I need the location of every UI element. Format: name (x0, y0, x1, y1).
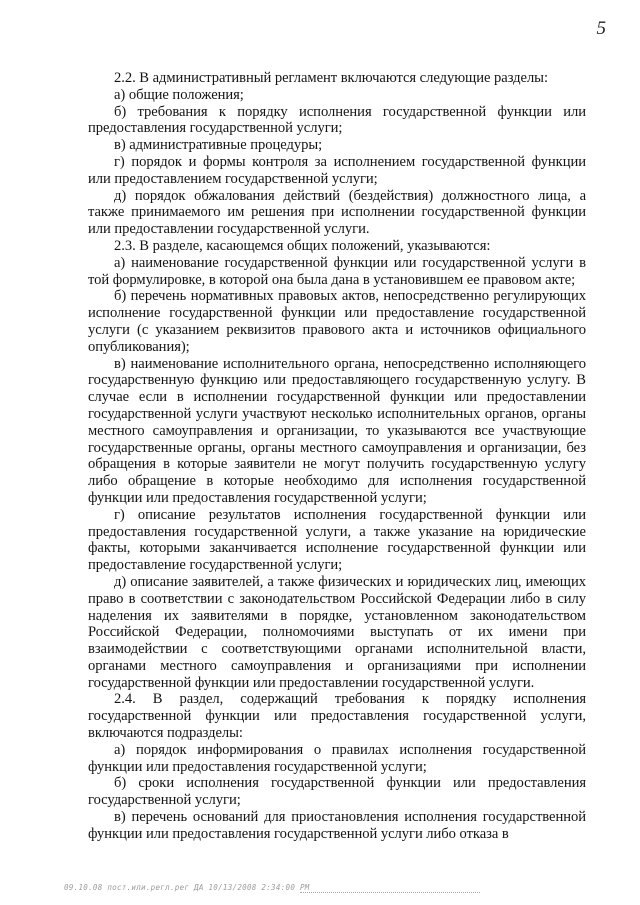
paragraph-2-3-g: г) описание результатов исполнения государственной функции или предоставления государственной услуги, а также указание на юридические факты, которыми заканчивается исполнение государственной функции или предоставление государственной услуги; (88, 506, 586, 574)
document-body (88, 70, 586, 843)
paragraph-2-2-v: в) административные процедуры; (114, 137, 323, 154)
paragraph-2-4-b: б) сроки исполнения государственной функции или предоставления государственной услуги; (88, 775, 586, 809)
paragraph-2-4: 2.4. В раздел, содержащий требования к порядку исполнения государственной функции или предоставления государственной услуги, включаются подразделы: (88, 691, 586, 742)
paragraph-2-2-g: г) порядок и формы контроля за исполнением государственной функции или предоставлением государственной услуги; (88, 153, 586, 187)
paragraph-2-2-b: б) требования к порядку исполнения государственной функции или предоставления государственной услуги; (88, 103, 586, 137)
paragraph-2-4-v: в) перечень оснований для приостановления исполнения государственной функции или предоставления государственной услуги либо отказа в (88, 809, 586, 842)
page-number: 5 (596, 18, 606, 39)
file-footer: 09.10.08 пост.или.регл.рег ДА 10/13/2008 2:34:00 PM (64, 883, 310, 892)
paragraph-2-3-a: а) наименование государственной функции или государственной услуги в той формулировке, в которой она была дана в установившем ее правовом акте; (88, 254, 586, 288)
paragraph-2-3-v: в) наименование исполнительного органа, непосредственно исполняющего государственную функцию или предоставляющего государственную услугу. В случае если в исполнении государственной функции или предоставлении государственной услуги участвуют несколько исполнительных органов, органы местного самоуправления и организации, то указываются все участвующие государственные органы, органы местного самоуправления и организации, без обращения в которые заявители не могут получить государственную услугу либо обращение в которые необходимо для исполнения государственной функции или предоставления государственной услуги; (88, 355, 586, 506)
paragraph-2-4-a: а) порядок информирования о правилах исполнения государственной функции или предоставления государственной услуги; (88, 741, 586, 775)
footer-divider (300, 892, 480, 893)
paragraph-2-3-d: д) описание заявителей, а также физических и юридических лиц, имеющих право в соответствии с законодательством Российской Федерации либо в силу наделения их заявителями в порядке, установленном законодательством Российской Федерации, полномочиями выступать от их имени при взаимодействии с соответствующими органами исполнительной власти, органами местного самоуправления и организациями при исполнении государственной функции или предоставлении государственной услуги. (88, 573, 586, 691)
paragraph-2-3-b: б) перечень нормативных правовых актов, непосредственно регулирующих исполнение государственной функции или предоставление государственной услуги (с указанием реквизитов правового акта и источников официального опубликования); (88, 288, 586, 355)
paragraph-2-2-d: д) порядок обжалования действий (бездействия) должностного лица, а также принимаемого им решения при исполнении государственной функции или предоставлении государственной услуги. (88, 187, 586, 238)
paragraph-2-3: 2.3. В разделе, касающемся общих положений, указываются: (114, 237, 491, 254)
paragraph-2-2-a: а) общие положения; (114, 86, 244, 103)
paragraph-2-2: 2.2. В административный регламент включаются следующие разделы: (114, 70, 548, 86)
